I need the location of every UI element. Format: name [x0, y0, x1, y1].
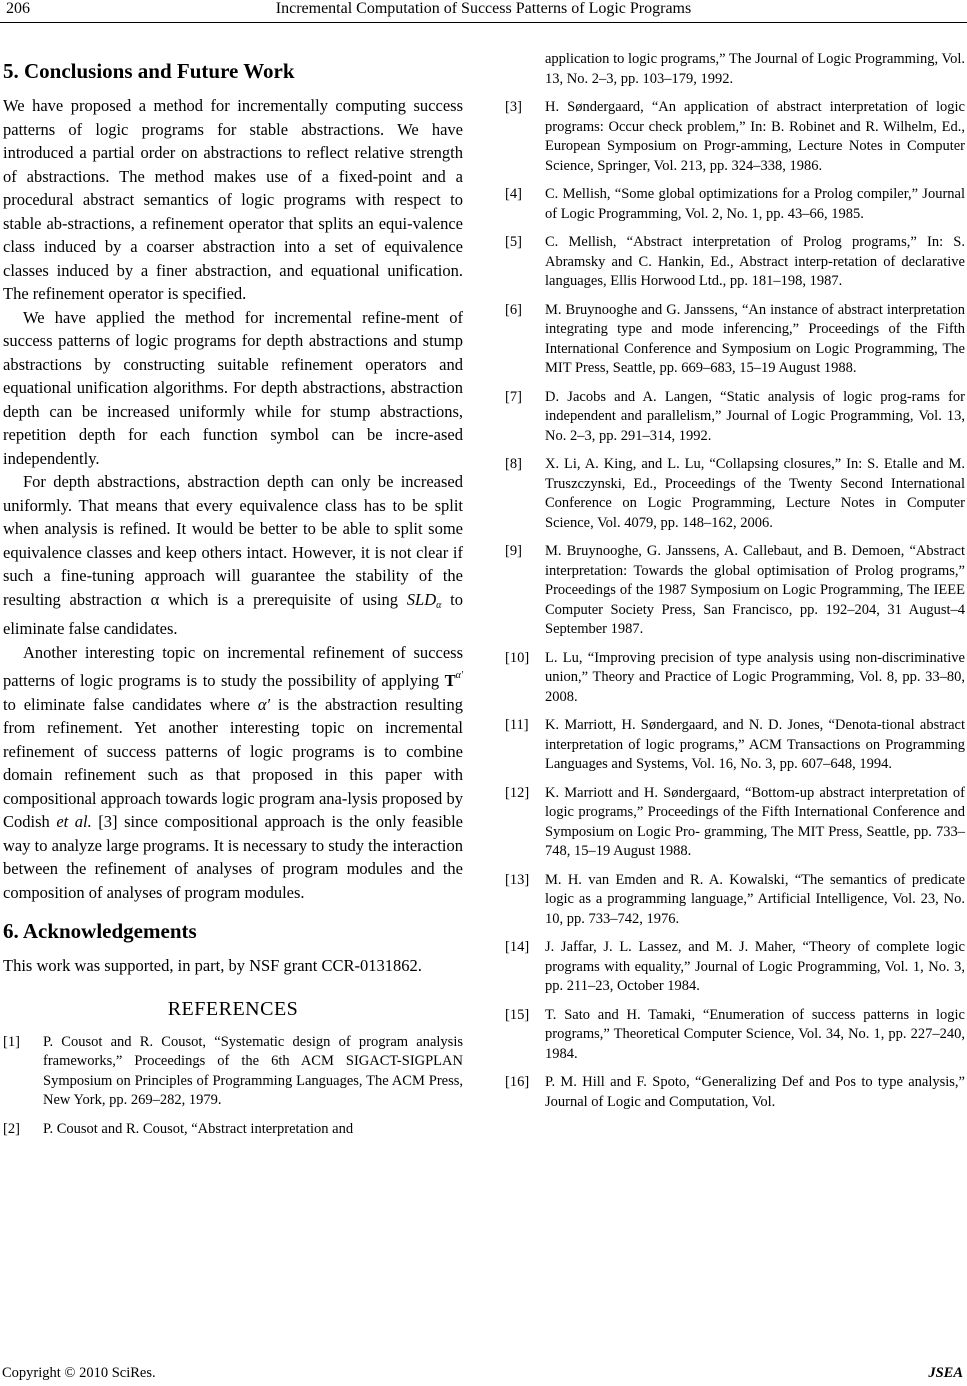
sld-subscript: α: [436, 599, 442, 611]
running-title: Incremental Computation of Success Patterns of Logic Programs: [275, 0, 692, 17]
copyright-notice: Copyright © 2010 SciRes.: [2, 1365, 156, 1381]
reference-number: [5]: [505, 234, 522, 250]
reference-number: [13]: [505, 871, 530, 888]
reference-number: [14]: [505, 939, 530, 955]
reference-text: T. Sato and H. Tamaki, “Enumeration of success patterns in logic programs,” Theoretical Computer Science, Vol. 34, No. 1, pp. 227–240, 1984.: [545, 1006, 965, 1062]
reference-number: [9]: [505, 543, 522, 559]
reference-number: [3]: [505, 99, 522, 115]
acknowledgements-heading: 6. Acknowledgements: [3, 919, 197, 943]
reference-item: [505, 542, 965, 640]
journal-name: JSEA: [928, 1365, 963, 1381]
page-number: 206: [6, 0, 30, 17]
conclusions-paragraph-3: [3, 470, 463, 641]
reference-text: D. Jacobs and A. Langen, “Static analysis of logic prog-rams for independent and parallelism,” Journal of Logic Programming, Vol. 13, No. 2–3, pp. 291–314, 1992.: [545, 388, 965, 444]
reference-text: K. Marriott and H. Søndergaard, “Bottom-up abstract interpretation of logic programs,” Proceedings of the Fifth International Conference and Symposium on Logic Pro- gramming, The MIT Press, Seattle, pp. 733–748, 15–19 August 1988.: [545, 784, 965, 859]
reference-number: [16]: [505, 1074, 530, 1090]
reference-item: [505, 98, 965, 176]
conclusions-heading: 5. Conclusions and Future Work: [3, 59, 295, 83]
references-heading: REFERENCES: [167, 997, 299, 1020]
reference-item: [505, 233, 965, 292]
paragraph-4-c: is the abstraction resulting from refinement. Yet another interesting topic on incremental refinement of success patterns of logic programs is to combine domain refinement such as that proposed in this paper with compositional approach towards logic program ana-lysis proposed by Codish: [3, 694, 463, 831]
reference-text: P. M. Hill and F. Spoto, “Generalizing Def and Pos to type analysis,” Journal of Logic and Computation, Vol.: [545, 1074, 965, 1110]
t-operator-superscript: α': [455, 670, 463, 681]
reference-number: [6]: [505, 301, 522, 318]
reference-number: [4]: [505, 186, 522, 202]
reference-text: P. Cousot and R. Cousot, “Abstract interpretation and: [43, 1120, 354, 1137]
right-column: [505, 50, 965, 1121]
reference-number: [7]: [505, 388, 522, 405]
reference-text: X. Li, A. King, and L. Lu, “Collapsing closures,” In: S. Etalle and M. Truszczynski, Ed., Proceedings of the Twenty Second International Conference on Logic Programming, Lecture Notes in Computer Science, Vol. 4079, pp. 148–162, 2006.: [545, 456, 965, 531]
conclusions-paragraph-2: We have applied the method for incremental refine-ment of success patterns of logic programs for depth abstractions and stump abstractions by constructing suitable refinement operators and equational unification algorithms. For depth abstractions, abstraction depth can be increased uniformly while for stump abstractions, repetition depth for each function symbol can be incre-ased independently.: [3, 307, 463, 468]
reference-number: [2]: [3, 1120, 20, 1137]
paragraph-3-end: to eliminate false candidates.: [3, 589, 463, 638]
alpha-prime-symbol: α′: [257, 694, 271, 714]
reference-number: [10]: [505, 649, 530, 666]
reference-text: L. Lu, “Improving precision of type analysis using non-discriminative union,” Theory and Practice of Logic Programming, Vol. 8, pp. 33–80, 2008.: [545, 649, 965, 705]
paragraph-4-b: to eliminate false candidates where: [3, 694, 258, 714]
conclusions-paragraph-1: We have proposed a method for incrementally computing success patterns of logic programs for stable abstractions. We have introduced a partial order on abstractions to reflect relative strength of abstractions. The method makes use of a fixed-point and a procedural abstract semantics of logic programs with respect to stable ab-stractions, a refinement operator that splits an equi-valence class induced by a coarser abstraction into a set of equivalence classes induced by a finer abstraction, and equational unification. The refinement operator is specified.: [3, 96, 463, 303]
reference-item: [505, 185, 965, 224]
reference-text: J. Jaffar, J. L. Lassez, and M. J. Maher, “Theory of complete logic programs with equality,” Journal of Logic Programming, Vol. 1, No. 3, pp. 211–23, October 1984.: [545, 939, 965, 994]
acknowledgements-text: This work was supported, in part, by NSF grant CCR-0131862.: [3, 956, 422, 975]
reference-item: [3, 1120, 463, 1140]
et-al: et al.: [56, 812, 92, 831]
reference-text: M. H. van Emden and R. A. Kowalski, “The semantics of predicate logic as a programming language,” Artificial Intelligence, Vol. 23, No. 10, pp. 733–742, 1976.: [545, 871, 965, 927]
reference-number: [1]: [3, 1033, 20, 1050]
reference-text: M. Bruynooghe and G. Janssens, “An instance of abstract interpretation integrating type and mode inferencing,” Proceedings of the Fifth International Conference and Symposium on Logic Programming, The MIT Press, Seattle, pp. 669–683, 15–19 August 1988.: [545, 301, 965, 376]
t-operator-symbol: T: [444, 671, 456, 690]
reference-text: C. Mellish, “Some global optimizations for a Prolog compiler,” Journal of Logic Programming, Vol. 2, No. 1, pp. 43–66, 1985.: [545, 186, 965, 222]
reference-item: [505, 871, 965, 930]
reference-item: [505, 784, 965, 862]
left-column: [3, 52, 463, 1148]
reference-item: [505, 388, 965, 447]
paragraph-3-text: For depth abstractions, abstraction depth can only be increased uniformly. That means that every equivalence class has to be split when analysis is refined. It would be better to be able to split some equivalence classes and keep others intact. However, it is not clear if such a fine-tuning approach will guarantee the stability of the resulting abstraction α which is a prerequisite of using: [3, 472, 463, 609]
reference-text: K. Marriott, H. Søndergaard, and N. D. Jones, “Denota-tional abstract interpretation of logic programs,” ACM Transactions on Programming Languages and Systems, Vol. 16, No. 3, pp. 607–648, 1994.: [545, 717, 965, 772]
reference-text: C. Mellish, “Abstract interpretation of Prolog programs,” In: S. Abramsky and C. Hankin, Ed., Abstract interp-retation of declarative languages, Ellis Horwood Ltd., pp. 181–198, 1987.: [545, 234, 965, 289]
reference-item: [3, 1033, 463, 1111]
reference-text: P. Cousot and R. Cousot, “Systematic design of program analysis frameworks,” Proceedings of the 6th ACM SIGACT-SIGPLAN Symposium on Principles of Programming Languages, The ACM Press, New York, pp. 269–282, 1979.: [43, 1033, 463, 1108]
reference-text: M. Bruynooghe, G. Janssens, A. Callebaut, and B. Demoen, “Abstract interpretation: Towards the global optimisation of Prolog programs,” Proceedings of the 1987 Symposium on Logic Programming, The IEEE Computer Society Press, San Francisco, pp. 192–204, 31 August–4 September 1987.: [545, 543, 965, 637]
reference-2-continuation: application to logic programs,” The Journal of Logic Programming, Vol. 13, No. 2–3, pp. 103–179, 1992.: [545, 51, 965, 87]
reference-item: [505, 938, 965, 997]
reference-number: [8]: [505, 456, 522, 472]
reference-number: [11]: [505, 717, 529, 733]
conclusions-paragraph-4: [3, 641, 463, 905]
paragraph-4-a: Another interesting topic on incremental refinement of success patterns of logic programs is to study the possibility of applying: [3, 642, 463, 690]
reference-item: [505, 1006, 965, 1065]
reference-item: [505, 1073, 965, 1112]
reference-item: [505, 301, 965, 379]
reference-number: [12]: [505, 784, 530, 801]
paragraph-4-d: [3] since compositional approach is the only feasible way to analyze large programs. It is necessary to study the interaction between the refinement of analyses of program modules and the composition of analyses of program modules.: [3, 812, 463, 902]
sld-symbol: SLD: [406, 589, 437, 609]
reference-text: H. Søndergaard, “An application of abstract interpretation of logic programs: Occur check problem,” In: B. Robinet and R. Wilhelm, Ed., European Symposium on Progr-amming, Lecture Notes in Computer Science, Springer, Vol. 213, pp. 324–338, 1986.: [545, 99, 965, 174]
reference-item: [505, 455, 965, 533]
header-rule: [0, 22, 967, 23]
reference-number: [15]: [505, 1006, 530, 1023]
reference-item: [505, 716, 965, 775]
reference-item: [505, 649, 965, 708]
